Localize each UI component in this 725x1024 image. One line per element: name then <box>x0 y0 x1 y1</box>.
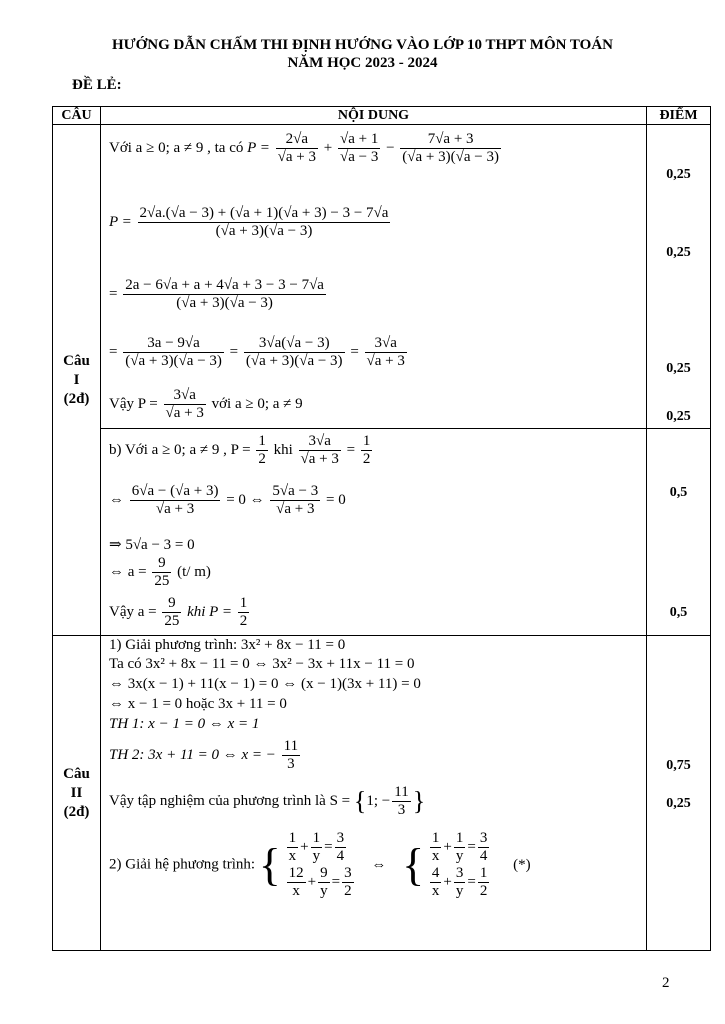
point-value: 0,25 <box>666 245 691 260</box>
content-cell <box>101 125 647 429</box>
point-value: 0,25 <box>666 361 691 376</box>
page-number: 2 <box>662 975 670 991</box>
brace: { <box>402 839 425 890</box>
system-2: $\frac{1}{x}$ + $\frac{1}{y}$ = $\frac{3}{4}$ $\frac{4}{x}$ + $\frac{3}{y}$ = $\frac{1}{2}$ <box>431 830 488 899</box>
text: ⇔ <box>371 856 387 873</box>
fraction: $\frac{3√a}{√a + 3}$ <box>300 433 339 467</box>
text: 1; − <box>366 792 391 809</box>
question-word: Câu <box>63 765 90 782</box>
point-value: 0,5 <box>669 485 688 500</box>
text: TH 2: 3x + 11 = 0 ⇔ x = − <box>109 746 276 763</box>
table-row <box>53 636 711 951</box>
fraction: $\frac{1}{2}$ <box>239 595 248 629</box>
fraction: $\frac{7√a + 3}{(√a + 3)(√a - 3)}$ <box>402 131 499 165</box>
fraction: $\frac{1}{2}$ <box>362 433 371 467</box>
fraction: $\frac{3a - 9√a}{(√a + 3)(√a - 3)}$ <box>125 335 222 369</box>
fraction: $\frac{9}{25}$ <box>154 555 170 589</box>
fraction: $\frac{6√a - (√a + 3)}{√a + 3}$ <box>131 483 219 517</box>
line-b5 <box>109 595 251 630</box>
line-c4: ⇔ x − 1 = 0 hoặc 3x + 11 = 0 <box>109 696 287 712</box>
document-title: HƯỚNG DẪN CHẤM THI ĐỊNH HƯỚNG VÀO LỚP 10 THPT MÔN TOÁN <box>111 37 613 53</box>
fraction: $\frac{2√a.(√a - 3) + (√a + 1)(√a + 3) - 3 - 7√a}{(√a + 3)(√a - 3)}$ <box>139 205 389 239</box>
point-value: 0,75 <box>666 758 691 773</box>
line-b3: ⇒ 5√a − 3 = 0 <box>109 537 195 553</box>
answer-table <box>52 106 711 951</box>
question-number: I <box>73 371 80 388</box>
text: b) Với a ≥ 0; a ≠ 9 , P = <box>109 441 251 458</box>
text: (t/ m) <box>177 563 211 580</box>
text: = <box>346 441 356 458</box>
fraction: $\frac{9}{25}$ <box>164 595 180 629</box>
text: = <box>229 343 239 360</box>
question-word: Câu <box>63 352 90 369</box>
col-header-points: ĐIỂM <box>647 107 711 125</box>
line-a4 <box>109 335 409 370</box>
content-cell <box>101 429 647 636</box>
line-a3 <box>109 277 328 312</box>
fraction: $\frac{3√a}{√a + 3}$ <box>165 387 204 421</box>
point-value: 0,5 <box>669 605 688 620</box>
text: khi P = <box>187 603 232 620</box>
line-c7: Vậy tập nghiệm của phương trình là S = {1; − $\frac{11}{3}$ } <box>109 784 426 818</box>
text: = <box>109 343 118 360</box>
fraction: $\frac{3√a}{√a + 3}$ <box>366 335 405 369</box>
col-header-content: NỘI DUNG <box>101 107 647 125</box>
question-score: (2đ) <box>63 803 90 820</box>
line-c6 <box>109 738 302 773</box>
table-header-row <box>53 107 711 125</box>
line-a5 <box>109 387 303 422</box>
text: = 0 ⇔ <box>226 491 265 508</box>
point-value: 0,25 <box>666 796 691 811</box>
text: + <box>323 139 333 156</box>
brace: { <box>258 839 281 890</box>
system-1: $\frac{1}{x}$ + $\frac{1}{y}$ = $\frac{3}{4}$ $\frac{12}{x}$ + $\frac{9}{y}$ = $\frac{3}{2}$ <box>288 830 352 899</box>
point-value: 0,25 <box>666 167 691 182</box>
question-label-1 <box>53 125 101 636</box>
text: − <box>386 139 395 156</box>
line-b2 <box>109 483 346 518</box>
points-cell <box>647 125 711 429</box>
fraction: $\frac{11}{3}$ <box>394 784 409 818</box>
question-label-2 <box>53 636 101 951</box>
text: = <box>109 285 118 302</box>
text: Với a ≥ 0; a ≠ 9 , ta có <box>109 139 244 156</box>
point-value: 0,25 <box>666 409 691 424</box>
text: = <box>350 343 359 360</box>
line-c3: ⇔ 3x(x − 1) + 11(x − 1) = 0 ⇔ (x − 1)(3x + 11) = 0 <box>109 676 421 692</box>
question-score: (2đ) <box>63 390 90 407</box>
table-row <box>53 429 711 636</box>
line-c8 <box>109 830 531 900</box>
points-cell <box>647 636 711 951</box>
line-b1 <box>109 433 374 468</box>
text: với a ≥ 0; a ≠ 9 <box>211 395 303 412</box>
line-c2: Ta có 3x² + 8x − 11 = 0 ⇔ 3x² − 3x + 11x − 11 = 0 <box>109 656 415 672</box>
document-subtitle: NĂM HỌC 2023 - 2024 <box>287 55 438 71</box>
fraction: $\frac{3√a(√a - 3)}{(√a + 3)(√a - 3)}$ <box>245 335 343 369</box>
text: 2) Giải hệ phương trình: <box>109 856 256 873</box>
text: ⇔ a = <box>109 563 147 580</box>
line-a1 <box>109 131 503 166</box>
col-header-question: CÂU <box>53 107 101 125</box>
table-row <box>53 125 711 429</box>
text: ⇔ <box>109 491 124 508</box>
line-b4 <box>109 555 211 590</box>
text: Vậy tập nghiệm của phương trình là S = <box>109 792 351 809</box>
text: khi <box>273 441 293 458</box>
fraction: $\frac{5√a - 3}{√a + 3}$ <box>272 483 319 517</box>
text: Vậy P = <box>109 395 158 412</box>
line-a2 <box>109 205 392 240</box>
text: P = <box>247 139 270 156</box>
points-cell <box>647 429 711 636</box>
fraction: $\frac{√a + 1}{√a - 3}$ <box>339 131 379 165</box>
content-cell <box>101 636 647 951</box>
fraction: $\frac{1}{2}$ <box>258 433 266 467</box>
line-c5: TH 1: x − 1 = 0 ⇔ x = 1 <box>109 716 260 732</box>
fraction: $\frac{2√a}{√a + 3}$ <box>277 131 316 165</box>
line-c1: 1) Giải phương trình: 3x² + 8x − 11 = 0 <box>109 637 346 653</box>
fraction: $\frac{2a - 6√a + a + 4√a + 3 - 3 - 7√a}{(√a + 3)(√a - 3)}$ <box>125 277 324 311</box>
text: Vậy a = <box>109 603 157 620</box>
fraction: $\frac{11}{3}$ <box>283 738 299 772</box>
text: (*) <box>513 856 531 873</box>
text: = 0 <box>326 491 346 508</box>
text: P = <box>109 213 132 230</box>
exam-label: ĐỀ LẺ: <box>72 77 122 93</box>
question-number: II <box>70 784 83 801</box>
